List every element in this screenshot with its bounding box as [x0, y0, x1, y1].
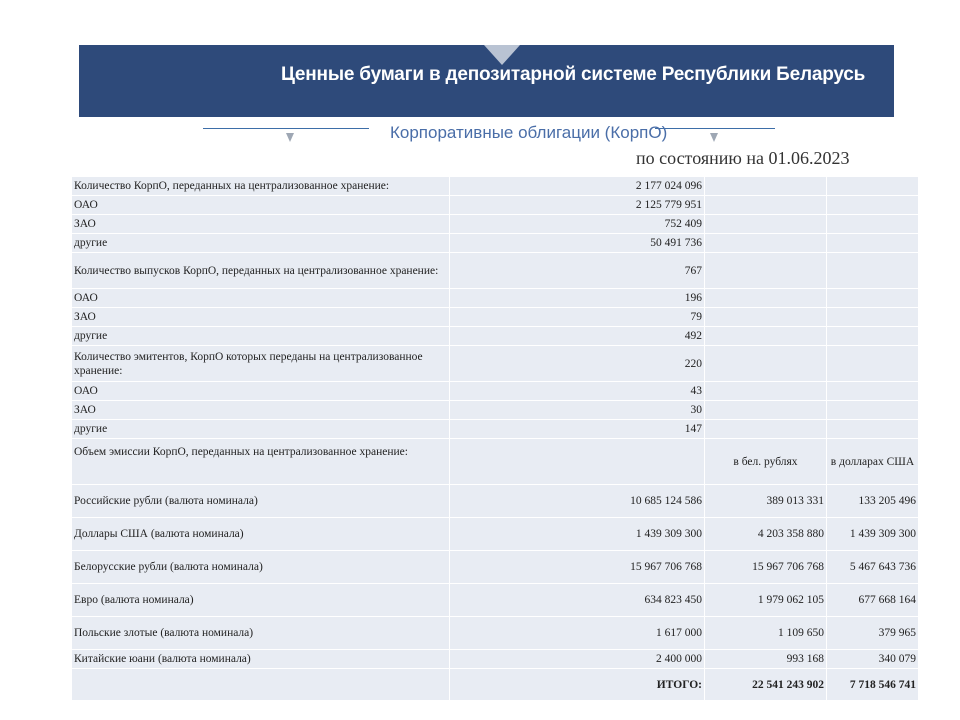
table-row [72, 485, 919, 518]
row-label: Количество КорпО, переданных на централизованное хранение: [72, 177, 450, 196]
table-row [72, 584, 919, 617]
row-label: Количество выпусков КорпО, переданных на централизованное хранение: [72, 253, 450, 289]
currency-label: Доллары США (валюта номинала) [72, 518, 450, 551]
row-value: 2 125 779 951 [450, 196, 705, 215]
total-byn: 22 541 243 902 [705, 669, 827, 701]
row-value: 767 [450, 253, 705, 289]
byn-value: 389 013 331 [705, 485, 827, 518]
usd-value: 677 668 164 [827, 584, 919, 617]
byn-value: 1 979 062 105 [705, 584, 827, 617]
as-of-date: по состоянию на 01.06.2023 [636, 148, 850, 168]
table-row [72, 401, 919, 420]
row-label: другие [72, 234, 450, 253]
total-usd: 7 718 546 741 [827, 669, 919, 701]
row-value: 196 [450, 289, 705, 308]
row-label: ЗАО [72, 215, 450, 234]
currency-label: Российские рубли (валюта номинала) [72, 485, 450, 518]
row-value: 43 [450, 382, 705, 401]
byn-value: 4 203 358 880 [705, 518, 827, 551]
row-label: ОАО [72, 382, 450, 401]
triangle-marker-icon [710, 133, 718, 142]
usd-value: 1 439 309 300 [827, 518, 919, 551]
row-label: ОАО [72, 196, 450, 215]
table-row [72, 253, 919, 289]
table-row [72, 382, 919, 401]
emission-header-row [72, 439, 919, 485]
table-row [72, 289, 919, 308]
table-row [72, 215, 919, 234]
table-row [72, 308, 919, 327]
row-value: 752 409 [450, 215, 705, 234]
currency-label: Китайские юани (валюта номинала) [72, 650, 450, 669]
table-row [72, 650, 919, 669]
usd-value: 379 965 [827, 617, 919, 650]
row-value: 2 177 024 096 [450, 177, 705, 196]
table-row [72, 234, 919, 253]
nominal-value: 15 967 706 768 [450, 551, 705, 584]
byn-value: 993 168 [705, 650, 827, 669]
row-label: ОАО [72, 289, 450, 308]
byn-value: 15 967 706 768 [705, 551, 827, 584]
row-label: Количество эмитентов, КорпО которых переданы на централизованное хранение: [72, 346, 450, 382]
nominal-value: 634 823 450 [450, 584, 705, 617]
usd-value: 340 079 [827, 650, 919, 669]
subtitle-rule-right [655, 128, 775, 129]
table-row [72, 327, 919, 346]
table-row [72, 518, 919, 551]
row-value: 30 [450, 401, 705, 420]
row-label: другие [72, 327, 450, 346]
table-row [72, 551, 919, 584]
row-label: ЗАО [72, 401, 450, 420]
row-value: 220 [450, 346, 705, 382]
currency-label: Евро (валюта номинала) [72, 584, 450, 617]
total-label: ИТОГО: [450, 669, 705, 701]
byn-value: 1 109 650 [705, 617, 827, 650]
table-row [72, 617, 919, 650]
triangle-marker-icon [286, 133, 294, 142]
table-row [72, 346, 919, 382]
total-row [72, 669, 919, 701]
page-title: Ценные бумаги в депозитарной системе Республики Беларусь [281, 64, 866, 85]
table-row [72, 177, 919, 196]
table-row [72, 420, 919, 439]
column-header-usd: в долларах США [827, 439, 919, 485]
nominal-value: 2 400 000 [450, 650, 705, 669]
subtitle-rule-left [203, 128, 369, 129]
row-value: 79 [450, 308, 705, 327]
banner-notch-decoration [484, 45, 520, 65]
currency-label: Белорусские рубли (валюта номинала) [72, 551, 450, 584]
table-row [72, 196, 919, 215]
usd-value: 5 467 643 736 [827, 551, 919, 584]
usd-value: 133 205 496 [827, 485, 919, 518]
currency-label: Польские злотые (валюта номинала) [72, 617, 450, 650]
emission-header-label: Объем эмиссии КорпО, переданных на централизованное хранение: [72, 439, 450, 485]
row-value: 50 491 736 [450, 234, 705, 253]
column-header-byn: в бел. рублях [705, 439, 827, 485]
nominal-value: 1 439 309 300 [450, 518, 705, 551]
row-value: 147 [450, 420, 705, 439]
securities-table [71, 176, 919, 701]
row-value: 492 [450, 327, 705, 346]
row-label: другие [72, 420, 450, 439]
section-subtitle: Корпоративные облигации (КорпО) [390, 123, 668, 142]
nominal-value: 1 617 000 [450, 617, 705, 650]
nominal-value: 10 685 124 586 [450, 485, 705, 518]
row-label: ЗАО [72, 308, 450, 327]
